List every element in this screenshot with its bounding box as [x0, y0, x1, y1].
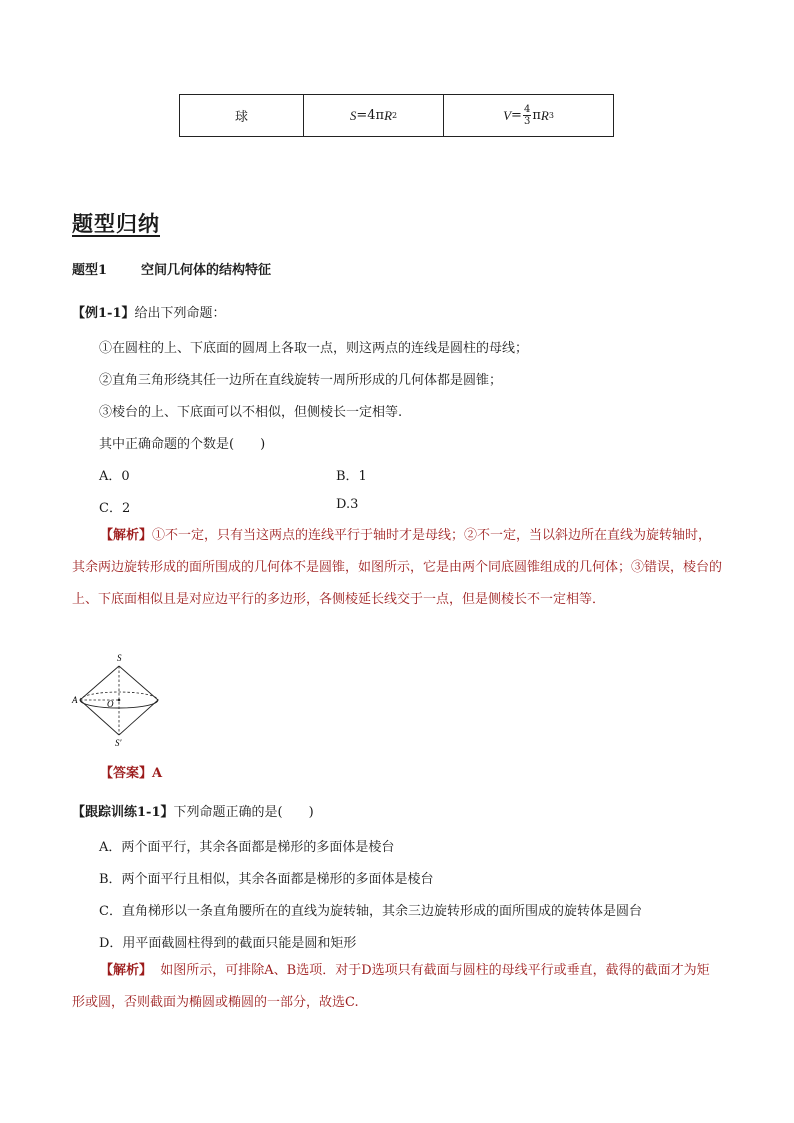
cone-edge-lower-right — [119, 700, 158, 735]
proposition-3: ③棱台的上、下底面可以不相似，但侧棱长一定相等. — [99, 405, 403, 420]
fraction-numerator: 4 — [523, 104, 531, 115]
area-radius: R — [384, 107, 393, 123]
followup-option-c: C．直角梯形以一条直角腰所在的直线为旋转轴，其余三边旋转形成的面所围成的旋转体是圆台 — [99, 904, 642, 919]
proposition-2: ②直角三角形绕其任一边所在直线旋转一周所形成的几何体都是圆锥； — [99, 373, 503, 388]
formula-table — [179, 94, 614, 137]
example-analysis — [72, 520, 722, 616]
cone-edge-upper-left — [80, 666, 119, 700]
example-answer: 【答案】A — [100, 766, 163, 781]
table-cell-area — [304, 95, 444, 136]
analysis-tag: 【解析】 — [100, 528, 153, 543]
type-title: 空间几何体的结构特征 — [141, 263, 272, 278]
followup-option-b: B．两个面平行且相似，其余各面都是梯形的多面体是棱台 — [99, 872, 434, 887]
area-equals: =4π — [356, 108, 385, 123]
volume-exponent: 3 — [548, 111, 554, 120]
followup-analysis — [72, 955, 722, 1019]
followup-header — [72, 801, 314, 820]
label-o: O — [107, 699, 114, 709]
area-symbol: S — [349, 107, 357, 123]
option-c: C．2 — [99, 501, 131, 516]
followup-option-a: A．两个面平行，其余各面都是梯形的多面体是棱台 — [99, 840, 395, 855]
shape-name: 球 — [234, 110, 248, 125]
label-s-prime: S′ — [115, 738, 122, 748]
option-d: D.3 — [336, 497, 359, 512]
label-s: S — [117, 653, 122, 663]
followup-question: 下列命题正确的是( ) — [173, 805, 314, 820]
fraction-denominator: 3 — [523, 116, 531, 127]
section-title: 题型归纳 — [72, 211, 160, 236]
volume-radius: R — [540, 107, 549, 123]
analysis-text: ①不一定，只有当这两点的连线平行于轴时才是母线；②不一定，当以斜边所在直线为旋转轴时，其余两边旋转形成的面所围成的几何体不是圆锥，如图所示，它是由两个同底圆锥组成的几何体；③错误，棱台的上、下底面相似且是对应边平行的多边形，各侧棱延长线交于一点，但是侧棱长不一定相等． — [72, 528, 723, 607]
option-a: A．0 — [99, 469, 130, 484]
label-a: A — [72, 695, 78, 705]
table-cell-volume — [444, 95, 613, 136]
followup-analysis-tag: 【解析】 — [100, 963, 153, 978]
type-label: 题型1 — [72, 263, 108, 278]
area-exponent: 2 — [392, 111, 398, 120]
followup-option-d: D．用平面截圆柱得到的截面只能是圆和矩形 — [99, 936, 357, 951]
example-question: 其中正确命题的个数是( ) — [99, 437, 266, 452]
followup-tag: 【跟踪训练1-1】 — [72, 805, 174, 820]
cone-edge-upper-right — [119, 666, 158, 700]
volume-symbol: V — [503, 107, 512, 123]
example-tag: 【例1-1】 — [72, 306, 135, 321]
proposition-1: ①在圆柱的上、下底面的圆周上各取一点，则这两点的连线是圆柱的母线； — [99, 341, 529, 356]
example-header — [72, 302, 226, 321]
center-point — [118, 699, 121, 702]
double-cone-figure — [70, 650, 170, 750]
volume-equals: = — [511, 108, 522, 123]
volume-pi: π — [532, 108, 541, 123]
type-heading — [72, 259, 271, 278]
volume-fraction — [523, 104, 531, 127]
table-cell-shape — [180, 95, 304, 136]
followup-analysis-text: 如图所示，可排除A、B选项．对于D选项只有截面与圆柱的母线平行或垂直，截得的截面才为矩形或圆，否则截面为椭圆或椭圆的一部分，故选C. — [72, 963, 710, 1010]
option-b: B．1 — [336, 469, 367, 484]
example-intro: 给出下列命题： — [134, 306, 226, 321]
